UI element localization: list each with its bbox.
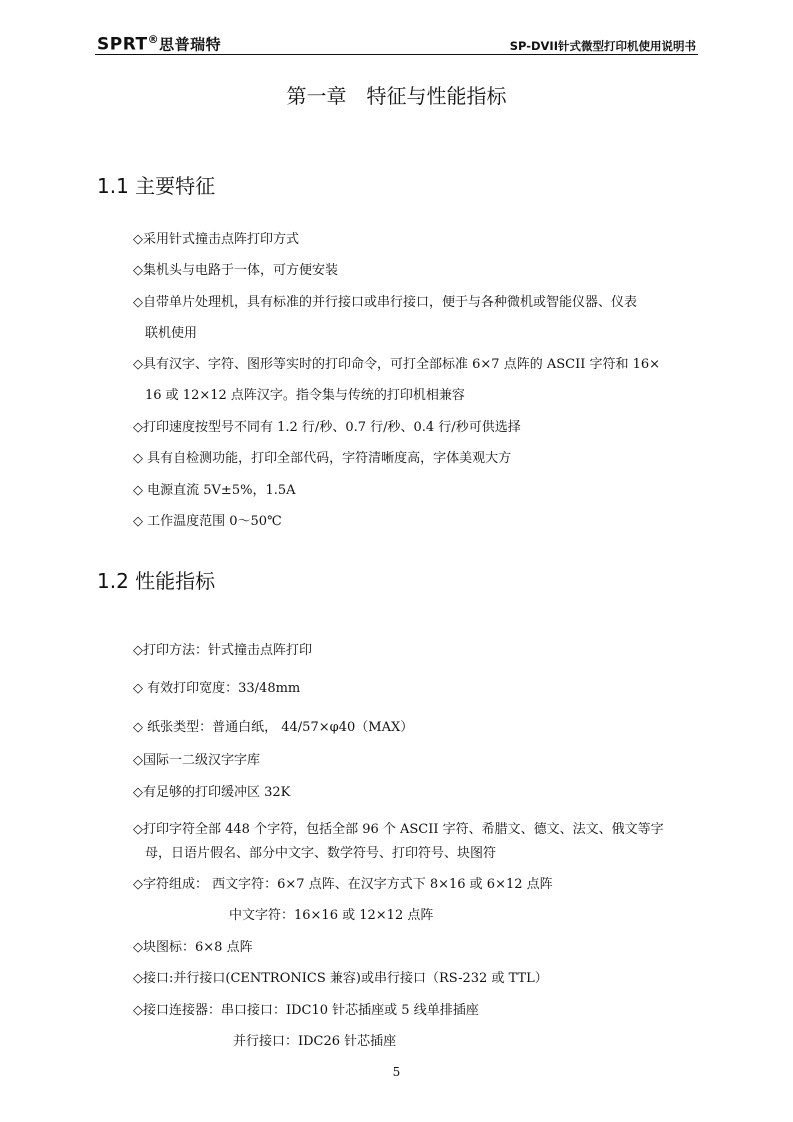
feature-item: ◇ 工作温度范围 0～50℃ bbox=[133, 514, 282, 529]
feature-item: ◇采用针式撞击点阵打印方式 bbox=[133, 232, 299, 247]
document-title: SP-DVII针式微型打印机使用说明书 bbox=[509, 39, 696, 53]
header-divider bbox=[95, 54, 698, 55]
spec-item: ◇有足够的打印缓冲区 32K bbox=[133, 785, 291, 800]
spec-item-continued: 并行接口：IDC26 针芯插座 bbox=[233, 1034, 397, 1049]
spec-item: ◇接口:并行接口(CENTRONICS 兼容)或串行接口（RS-232 或 TTL） bbox=[133, 971, 548, 986]
feature-item: ◇自带单片处理机，具有标准的并行接口或串行接口，便于与各种微机或智能仪器、仪表 bbox=[133, 295, 637, 310]
feature-item: ◇ 电源直流 5V±5%，1.5A bbox=[133, 483, 296, 498]
brand-logo bbox=[97, 33, 221, 55]
page-number: 5 bbox=[392, 1065, 401, 1079]
spec-item-continued: 母，日语片假名、部分中文字、数学符号、打印符号、块图符 bbox=[145, 846, 497, 861]
feature-item: ◇具有汉字、字符、图形等实时的打印命令，可打全部标准 6×7 点阵的 ASCII 字符和 16× bbox=[133, 357, 661, 372]
spec-item: ◇块图标：6×8 点阵 bbox=[133, 940, 253, 955]
spec-item: ◇ 有效打印宽度：33/48mm bbox=[133, 681, 301, 696]
spec-item: ◇打印字符全部 448 个字符，包括全部 96 个 ASCII 字符、希腊文、德文、法文、俄文等字 bbox=[133, 822, 664, 837]
brand-name-cn: 思普瑞特 bbox=[159, 35, 222, 54]
chapter-title: 第一章 特征与性能指标 bbox=[286, 84, 507, 108]
feature-item: ◇打印速度按型号不同有 1.2 行/秒、0.7 行/秒、0.4 行/秒可供选择 bbox=[133, 420, 521, 435]
spec-item: ◇ 纸张类型：普通白纸， 44/57×φ40（MAX） bbox=[133, 720, 414, 735]
section-heading-features: 1.1 主要特征 bbox=[97, 174, 216, 198]
spec-item: ◇字符组成： 西文字符：6×7 点阵、在汉字方式下 8×16 或 6×12 点阵 bbox=[133, 877, 553, 892]
section-heading-specs: 1.2 性能指标 bbox=[97, 569, 216, 593]
registered-mark: ® bbox=[147, 33, 160, 46]
feature-item: ◇集机头与电路于一体，可方便安装 bbox=[133, 263, 338, 278]
spec-item: ◇国际一二级汉字字库 bbox=[133, 753, 260, 768]
feature-item-continued: 16 或 12×12 点阵汉字。指令集与传统的打印机相兼容 bbox=[145, 388, 465, 403]
spec-item: ◇接口连接器：串口接口：IDC10 针芯插座或 5 线单排插座 bbox=[133, 1003, 479, 1018]
spec-item: ◇打印方法：针式撞击点阵打印 bbox=[133, 643, 312, 658]
brand-name: SPRT bbox=[97, 34, 148, 55]
feature-item-continued: 联机使用 bbox=[145, 326, 198, 341]
feature-item: ◇ 具有自检测功能，打印全部代码，字符清晰度高，字体美观大方 bbox=[133, 451, 512, 466]
spec-item-continued: 中文字符：16×16 或 12×12 点阵 bbox=[229, 908, 434, 923]
